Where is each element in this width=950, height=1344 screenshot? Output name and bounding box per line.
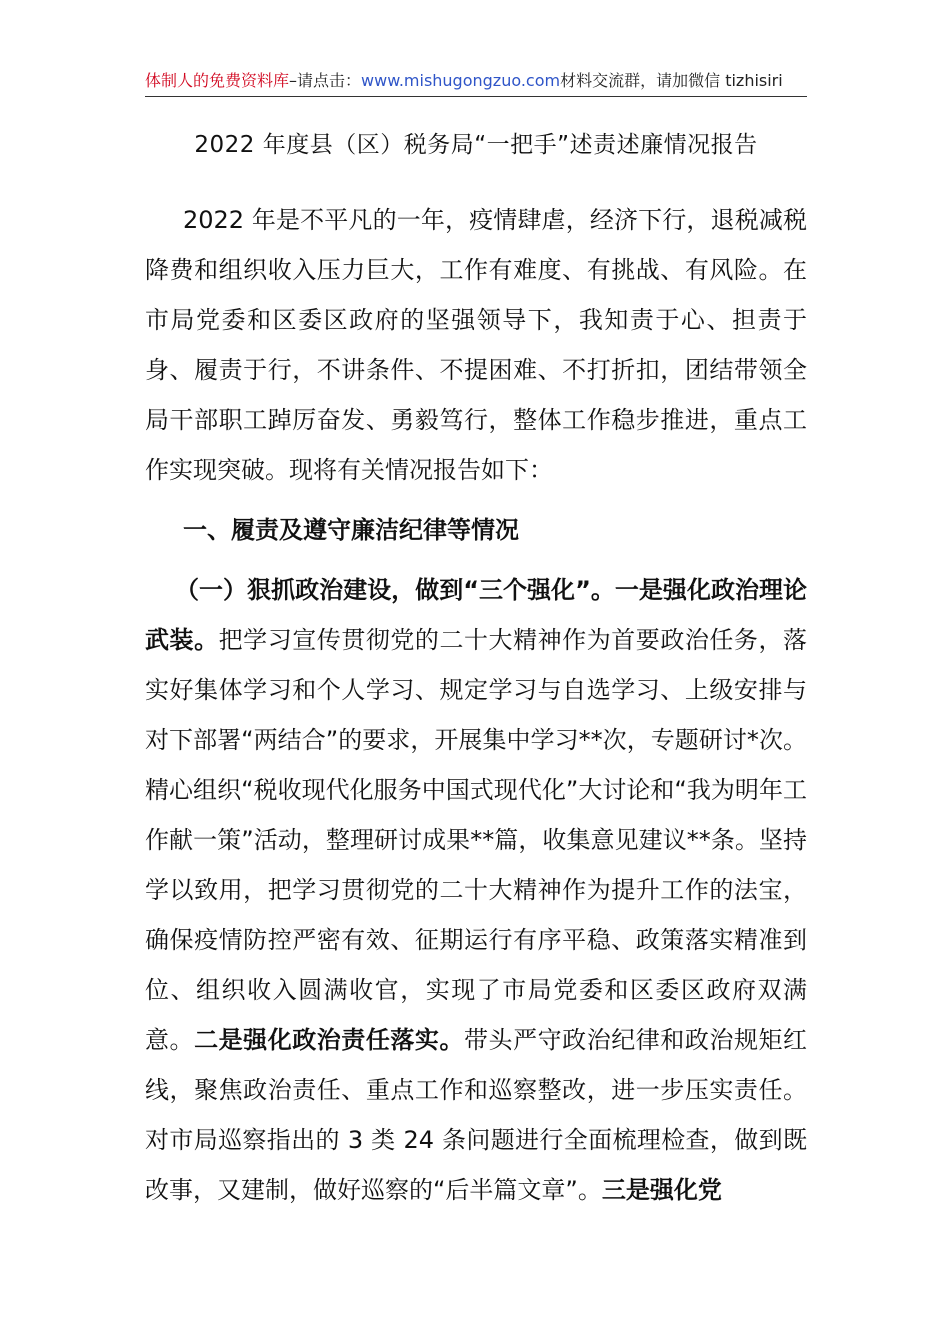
subsection-heading: （一）狠抓政治建设，做到“三个强化”。 (175, 576, 615, 604)
header-url-link[interactable]: www.mishugongzuo.com (361, 71, 561, 90)
document-title: 2022 年度县（区）税务局“一把手”述责述廉情况报告 (194, 132, 758, 158)
header-note: 材料交流群，请加微信 tizhisiri (560, 71, 783, 90)
point-heading: 三是强化党 (601, 1176, 722, 1204)
section-heading: 一、履责及遵守廉洁纪律等情况 (183, 516, 519, 544)
page-header-banner (145, 68, 807, 97)
header-brand-link[interactable]: 体制人的免费资料库 (145, 71, 290, 90)
body-paragraph (145, 565, 807, 1215)
point-heading: 二是强化政治责任落实。 (194, 1026, 465, 1054)
point-heading: 一是强化政治理论武装。 (145, 576, 808, 654)
point-text: 带头严守政治纪律和政治规矩红线，聚焦政治责任、重点工作和巡察整改，进一步压实责任。对市局巡察指出的 3 类 24 条问题进行全面梳理检查，做到既改事，又建制，做好巡察的“后半篇文章”。 (145, 1026, 808, 1204)
header-prompt: –请点击： (289, 71, 362, 90)
intro-paragraph: 2022 年是不平凡的一年，疫情肆虐，经济下行，退税减税降费和组织收入压力巨大，工作有难度、有挑战、有风险。在市局党委和区委区政府的坚强领导下，我知责于心、担责于身、履责于行，不讲条件、不提困难、不打折扣，团结带领全局干部职工踔厉奋发、勇毅笃行，整体工作稳步推进，重点工作实现突破。现将有关情况报告如下： (145, 206, 807, 484)
point-text: 把学习宣传贯彻党的二十大精神作为首要政治任务，落实好集体学习和个人学习、规定学习与自选学习、上级安排与对下部署“两结合”的要求，开展集中学习**次，专题研讨*次。精心组织“税收现代化服务中国式现代化”大讨论和“我为明年工作献一策”活动，整理研讨成果**篇，收集意见建议**条。坚持学以致用，把学习贯彻党的二十大精神作为提升工作的法宝，确保疫情防控严密有效、征期运行有序平稳、政策落实精准到位、组织收入圆满收官，实现了市局党委和区委区政府双满意。 (145, 626, 808, 1054)
